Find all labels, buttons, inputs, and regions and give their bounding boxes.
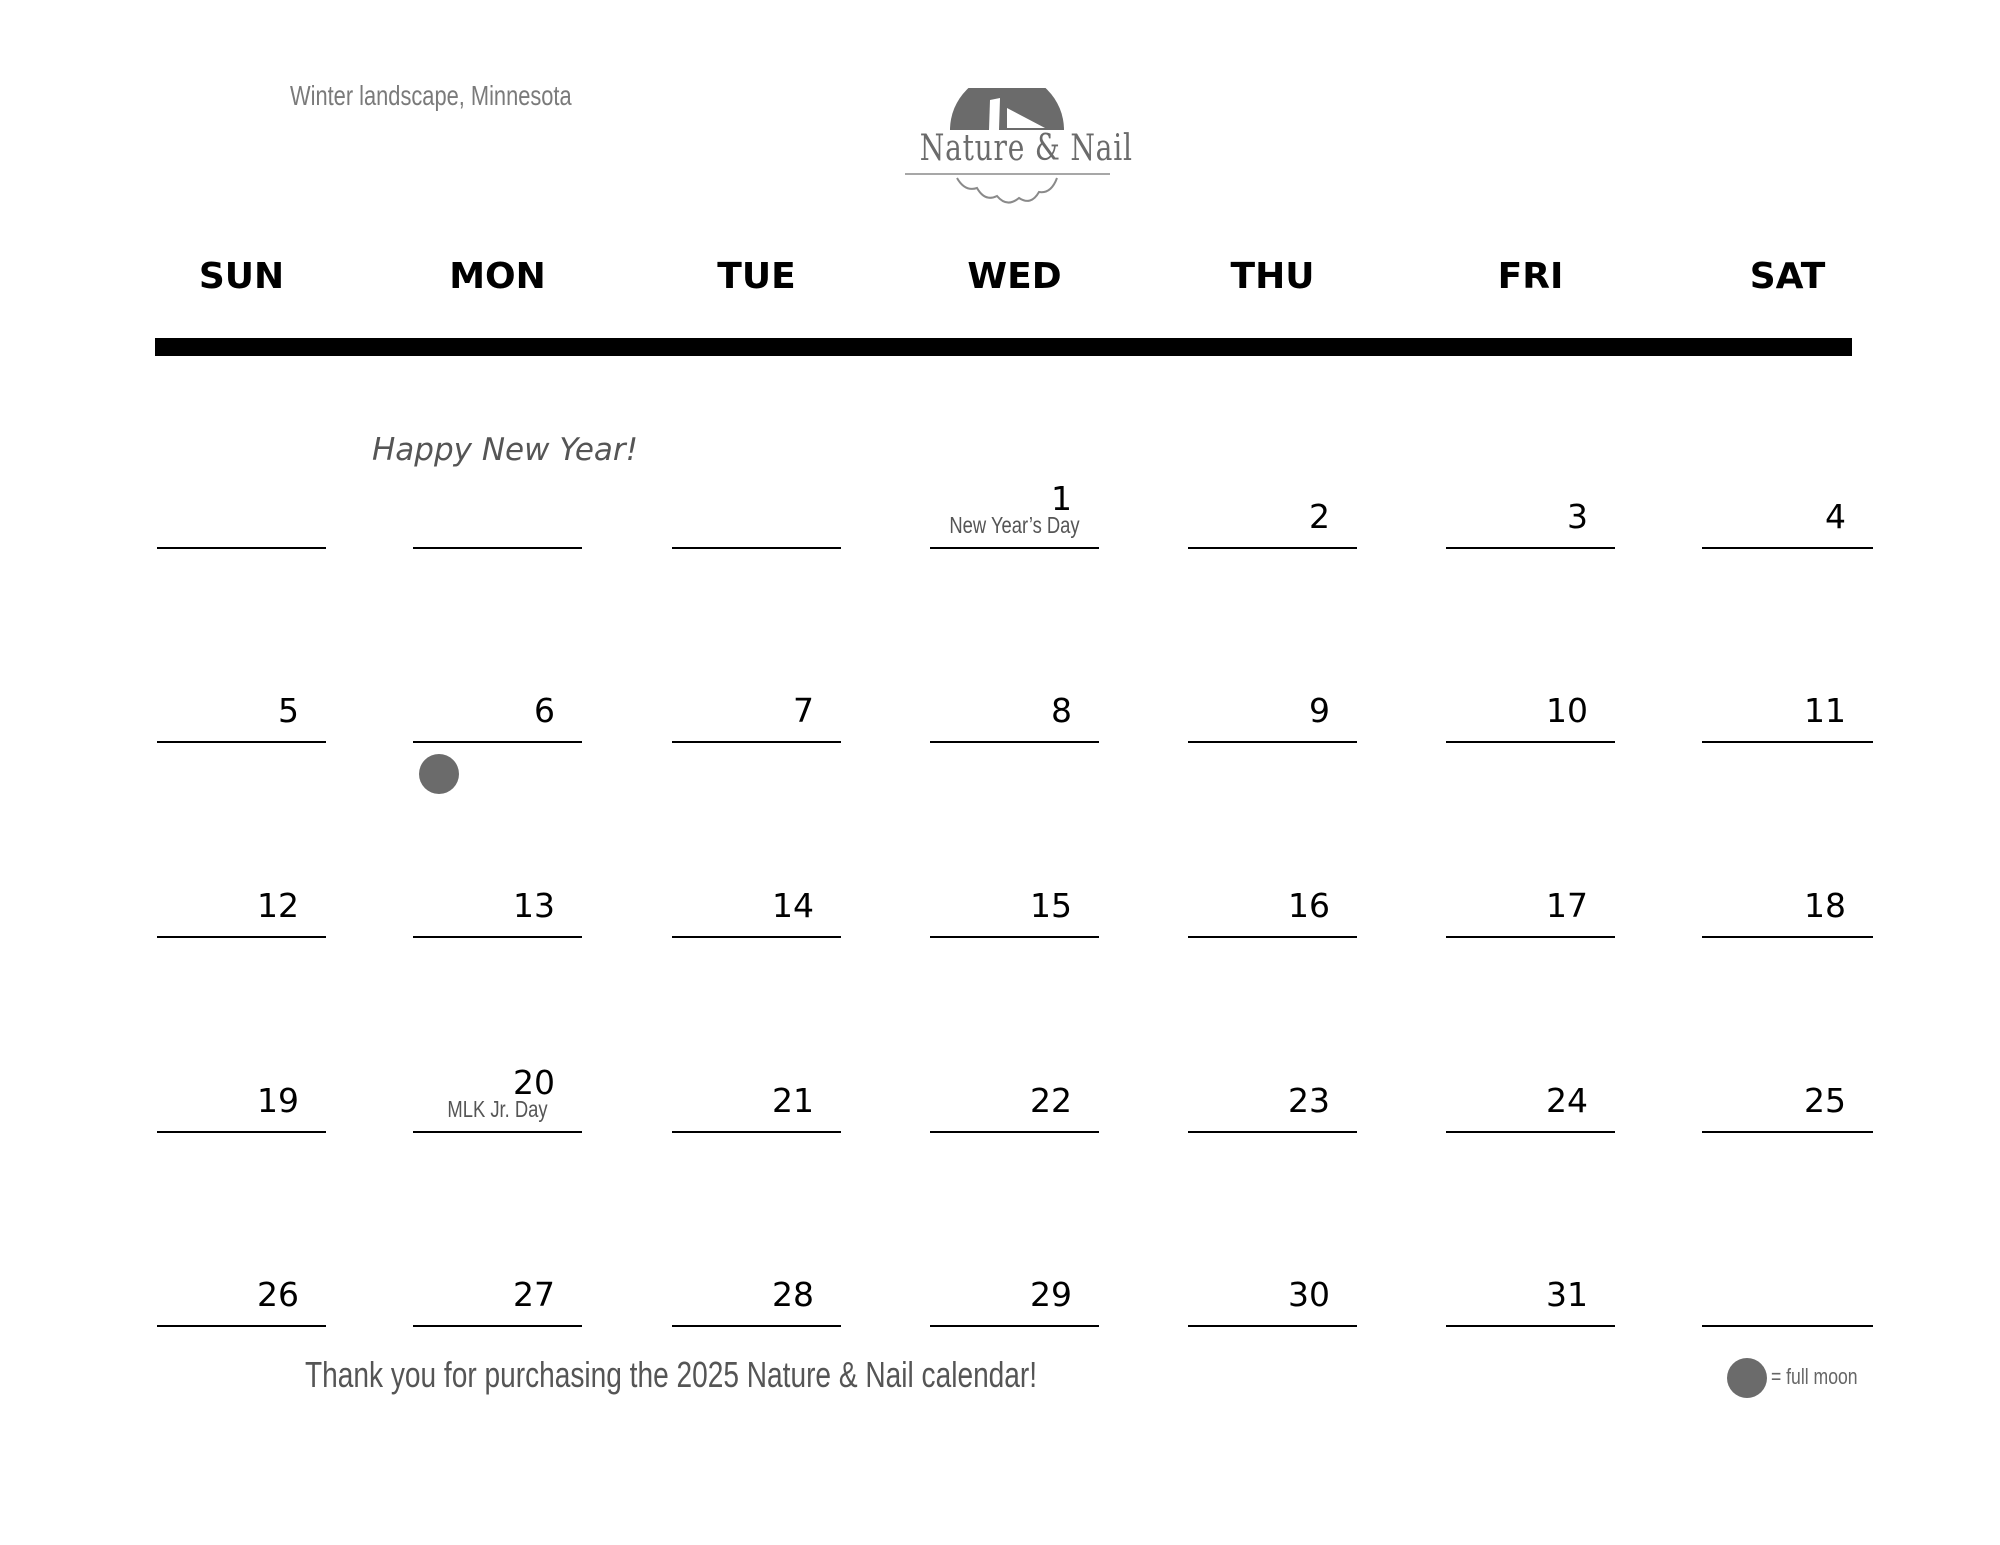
day-cell-21 [672,1071,841,1133]
weekday-tue: TUE [717,256,796,297]
empty-day-cell [413,487,582,549]
empty-day-cell [672,487,841,549]
day-number: 24 [1546,1081,1588,1120]
full-moon-icon [419,754,459,794]
day-number: 6 [534,691,555,730]
day-number: 29 [1030,1275,1072,1314]
day-cell-18 [1702,876,1873,938]
holiday-label: New Year’s Day [949,512,1080,538]
day-cell-26 [157,1265,326,1327]
day-number: 21 [772,1081,814,1120]
day-cell-30 [1188,1265,1357,1327]
day-number: 23 [1288,1081,1330,1120]
day-number: 10 [1546,691,1588,730]
thank-you-note: Thank you for purchasing the 2025 Nature & Nail calendar! [305,1354,1038,1395]
day-number: 8 [1051,691,1072,730]
day-number: 7 [793,691,814,730]
day-number: 16 [1288,886,1330,925]
day-cell-27 [413,1265,582,1327]
full-moon-legend-icon [1727,1358,1767,1398]
weekday-thu: THU [1230,256,1315,297]
day-cell-25 [1702,1071,1873,1133]
day-cell-5 [157,681,326,743]
day-cell-10 [1446,681,1615,743]
day-number: 28 [772,1275,814,1314]
day-cell-4 [1702,487,1873,549]
day-number: 18 [1804,886,1846,925]
day-cell-24 [1446,1071,1615,1133]
day-number: 25 [1804,1081,1846,1120]
day-number: 19 [257,1081,299,1120]
day-cell-29 [930,1265,1099,1327]
day-number: 31 [1546,1275,1588,1314]
day-cell-28 [672,1265,841,1327]
day-cell-14 [672,876,841,938]
day-number: 12 [257,886,299,925]
day-number: 2 [1309,497,1330,536]
weekday-sun: SUN [198,256,285,297]
day-cell-1 [930,479,1099,549]
day-number: 15 [1030,886,1072,925]
day-cell-3 [1446,487,1615,549]
day-cell-19 [157,1071,326,1133]
day-number: 17 [1546,886,1588,925]
weekday-fri: FRI [1497,256,1564,297]
photo-caption: Winter landscape, Minnesota [290,80,572,111]
day-cell-20 [413,1063,582,1133]
day-number: 27 [513,1275,555,1314]
day-number: 14 [772,886,814,925]
nature-and-nail-logo [895,88,1133,216]
day-cell-31 [1446,1265,1615,1327]
day-number: 11 [1804,691,1846,730]
holiday-label: MLK Jr. Day [447,1096,548,1122]
day-number: 22 [1030,1081,1072,1120]
day-cell-23 [1188,1071,1357,1133]
weekday-mon: MON [449,256,546,297]
day-number: 20 [513,1063,555,1102]
day-cell-9 [1188,681,1357,743]
day-cell-12 [157,876,326,938]
day-cell-11 [1702,681,1873,743]
full-moon-legend-label: = full moon [1771,1364,1858,1389]
day-cell-16 [1188,876,1357,938]
day-number: 9 [1309,691,1330,730]
day-number: 26 [257,1275,299,1314]
header-divider-bar [155,338,1852,356]
empty-day-cell [1702,1265,1873,1327]
empty-day-cell [157,487,326,549]
day-cell-2 [1188,487,1357,549]
logo-wordmark: Nature & Nail [919,128,1133,169]
day-cell-7 [672,681,841,743]
day-cell-6 [413,681,582,743]
day-cell-17 [1446,876,1615,938]
day-number: 5 [278,691,299,730]
day-cell-22 [930,1071,1099,1133]
day-number: 13 [513,886,555,925]
day-number: 1 [1051,479,1072,518]
weekday-sat: SAT [1749,256,1826,297]
day-number: 3 [1567,497,1588,536]
day-cell-8 [930,681,1099,743]
day-number: 4 [1825,497,1846,536]
weekday-wed: WED [967,256,1062,297]
day-cell-15 [930,876,1099,938]
happy-new-year-greeting: Happy New Year! [372,432,639,468]
day-cell-13 [413,876,582,938]
day-number: 30 [1288,1275,1330,1314]
